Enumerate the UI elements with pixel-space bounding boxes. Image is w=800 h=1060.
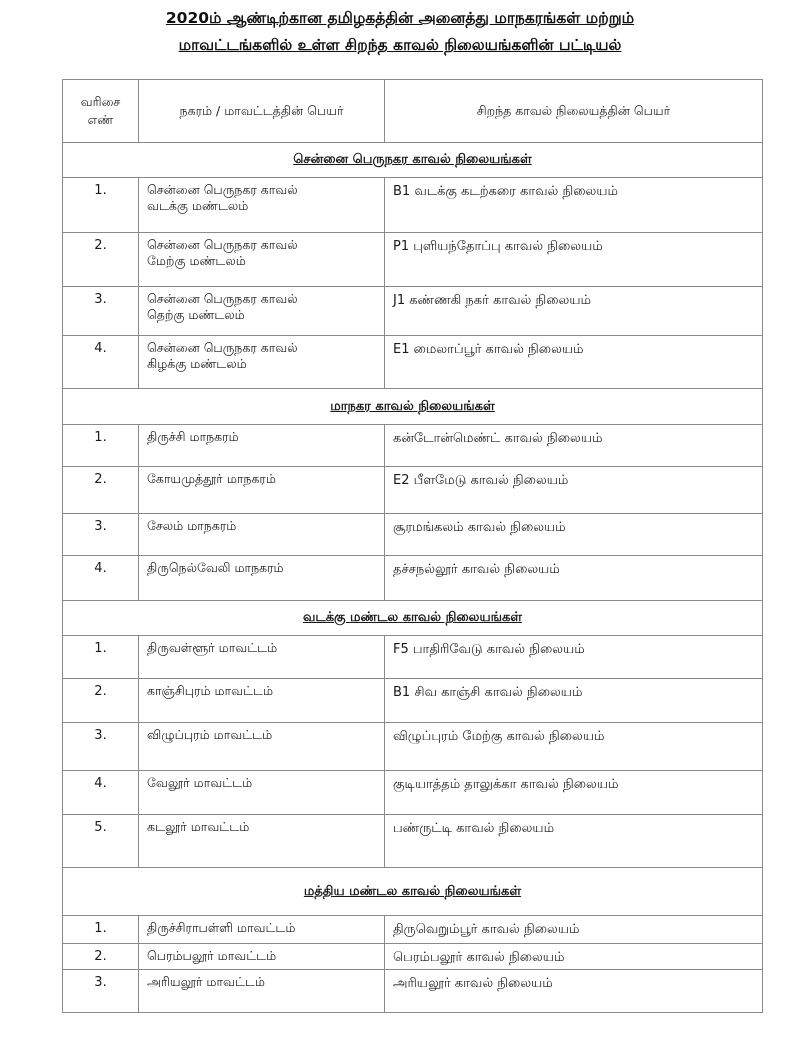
station-name: B1 சிவ காஞ்சி காவல் நிலையம்	[385, 679, 763, 723]
city-zone: மேற்கு மண்டலம்	[147, 253, 246, 268]
city-name: சென்னை பெருநகர காவல்	[147, 340, 298, 355]
serial-number: 2.	[63, 233, 139, 287]
serial-number: 1.	[63, 636, 139, 679]
serial-number: 1.	[63, 425, 139, 467]
station-name: J1 கண்ணகி நகர் காவல் நிலையம்	[385, 287, 763, 336]
serial-number: 1.	[63, 916, 139, 944]
city-name: சென்னை பெருநகர காவல்	[147, 182, 298, 197]
serial-number: 2.	[63, 944, 139, 970]
serial-number: 4.	[63, 771, 139, 815]
section-heading: மாநகர காவல் நிலையங்கள்	[330, 398, 495, 414]
section-heading: மத்திய மண்டல காவல் நிலையங்கள்	[303, 883, 522, 899]
station-name: B1 வடக்கு கடற்கரை காவல் நிலையம்	[385, 178, 763, 233]
police-stations-table	[62, 79, 763, 1013]
city-cell	[139, 336, 385, 389]
serial-number: 4.	[63, 336, 139, 389]
serial-number: 5.	[63, 815, 139, 868]
section-heading-cell	[63, 601, 763, 636]
header-station-name: சிறந்த காவல் நிலையத்தின் பெயர்	[385, 80, 763, 143]
city-name: கோயமுத்தூர் மாநகரம்	[147, 471, 276, 486]
city-name: பெரம்பலூர் மாவட்டம்	[147, 948, 277, 963]
section-heading-row	[63, 143, 763, 178]
section-heading-cell	[63, 868, 763, 916]
serial-number: 2.	[63, 679, 139, 723]
city-name: சென்னை பெருநகர காவல்	[147, 237, 298, 252]
table-row	[63, 233, 763, 287]
station-name: திருவெறும்பூர் காவல் நிலையம்	[385, 916, 763, 944]
section-heading-row	[63, 601, 763, 636]
city-zone: தெற்கு மண்டலம்	[147, 307, 245, 322]
city-zone: கிழக்கு மண்டலம்	[147, 356, 247, 371]
serial-number: 4.	[63, 556, 139, 601]
table-row	[63, 178, 763, 233]
table-row	[63, 815, 763, 868]
city-name: சேலம் மாநகரம்	[147, 518, 237, 533]
table-row	[63, 916, 763, 944]
city-cell	[139, 233, 385, 287]
table-row	[63, 970, 763, 1013]
city-cell	[139, 178, 385, 233]
table-row	[63, 636, 763, 679]
table-row	[63, 723, 763, 771]
city-zone: வடக்கு மண்டலம்	[147, 198, 249, 213]
city-cell	[139, 636, 385, 679]
serial-number: 3.	[63, 287, 139, 336]
station-name: அரியலூர் காவல் நிலையம்	[385, 970, 763, 1013]
serial-number: 2.	[63, 467, 139, 514]
city-cell	[139, 723, 385, 771]
city-name: அரியலூர் மாவட்டம்	[147, 974, 265, 989]
city-name: திருநெல்வேலி மாநகரம்	[147, 560, 284, 575]
station-name: P1 புளியந்தோப்பு காவல் நிலையம்	[385, 233, 763, 287]
section-heading-row	[63, 389, 763, 425]
table-row	[63, 467, 763, 514]
table-header-row	[63, 80, 763, 143]
table-row	[63, 556, 763, 601]
city-cell	[139, 916, 385, 944]
city-cell	[139, 771, 385, 815]
city-name: வேலூர் மாவட்டம்	[147, 775, 253, 790]
section-heading: சென்னை பெருநகர காவல் நிலையங்கள்	[293, 152, 532, 167]
section-heading: வடக்கு மண்டல காவல் நிலையங்கள்	[302, 610, 523, 625]
city-name: திருச்சி மாநகரம்	[147, 429, 239, 444]
table-row	[63, 336, 763, 389]
table-row	[63, 944, 763, 970]
station-name: பெரம்பலூர் காவல் நிலையம்	[385, 944, 763, 970]
city-cell	[139, 287, 385, 336]
station-name: சூரமங்கலம் காவல் நிலையம்	[385, 514, 763, 556]
city-name: சென்னை பெருநகர காவல்	[147, 291, 298, 306]
city-name: திருச்சிராபள்ளி மாவட்டம்	[147, 920, 296, 935]
city-cell	[139, 425, 385, 467]
station-name: கன்டோன்மெண்ட் காவல் நிலையம்	[385, 425, 763, 467]
station-name: பண்ருட்டி காவல் நிலையம்	[385, 815, 763, 868]
header-serial-line-1: வரிசை	[80, 94, 121, 109]
table-row	[63, 514, 763, 556]
city-name: காஞ்சிபுரம் மாவட்டம்	[147, 683, 274, 698]
city-cell	[139, 514, 385, 556]
city-cell	[139, 815, 385, 868]
section-heading-cell	[63, 389, 763, 425]
city-name: திருவள்ளூர் மாவட்டம்	[147, 640, 278, 655]
document-title-line-2: மாவட்டங்களில் உள்ள சிறந்த காவல் நிலையங்களின் பட்டியல்	[178, 36, 622, 54]
city-cell	[139, 944, 385, 970]
station-name: E1 மைலாப்பூர் காவல் நிலையம்	[385, 336, 763, 389]
header-serial-number	[63, 80, 139, 143]
table-row	[63, 679, 763, 723]
table-row	[63, 771, 763, 815]
header-serial-line-2: எண்	[87, 112, 114, 127]
city-cell	[139, 556, 385, 601]
section-heading-cell	[63, 143, 763, 178]
table-row	[63, 287, 763, 336]
serial-number: 3.	[63, 723, 139, 771]
station-name: தச்சநல்லூர் காவல் நிலையம்	[385, 556, 763, 601]
serial-number: 1.	[63, 178, 139, 233]
city-name: விழுப்புரம் மாவட்டம்	[147, 727, 273, 742]
serial-number: 3.	[63, 970, 139, 1013]
section-heading-row	[63, 868, 763, 916]
city-name: கடலூர் மாவட்டம்	[147, 819, 250, 834]
serial-number: 3.	[63, 514, 139, 556]
station-name: F5 பாதிரிவேடு காவல் நிலையம்	[385, 636, 763, 679]
station-name: குடியாத்தம் தாலுக்கா காவல் நிலையம்	[385, 771, 763, 815]
city-cell	[139, 467, 385, 514]
table-row	[63, 425, 763, 467]
header-city-name: நகரம் / மாவட்டத்தின் பெயர்	[139, 80, 385, 143]
station-name: விழுப்புரம் மேற்கு காவல் நிலையம்	[385, 723, 763, 771]
city-cell	[139, 970, 385, 1013]
document-title-line-1: 2020ம் ஆண்டிற்கான தமிழகத்தின் அனைத்து மாநகரங்கள் மற்றும்	[165, 9, 635, 27]
city-cell	[139, 679, 385, 723]
station-name: E2 பீளமேடு காவல் நிலையம்	[385, 467, 763, 514]
